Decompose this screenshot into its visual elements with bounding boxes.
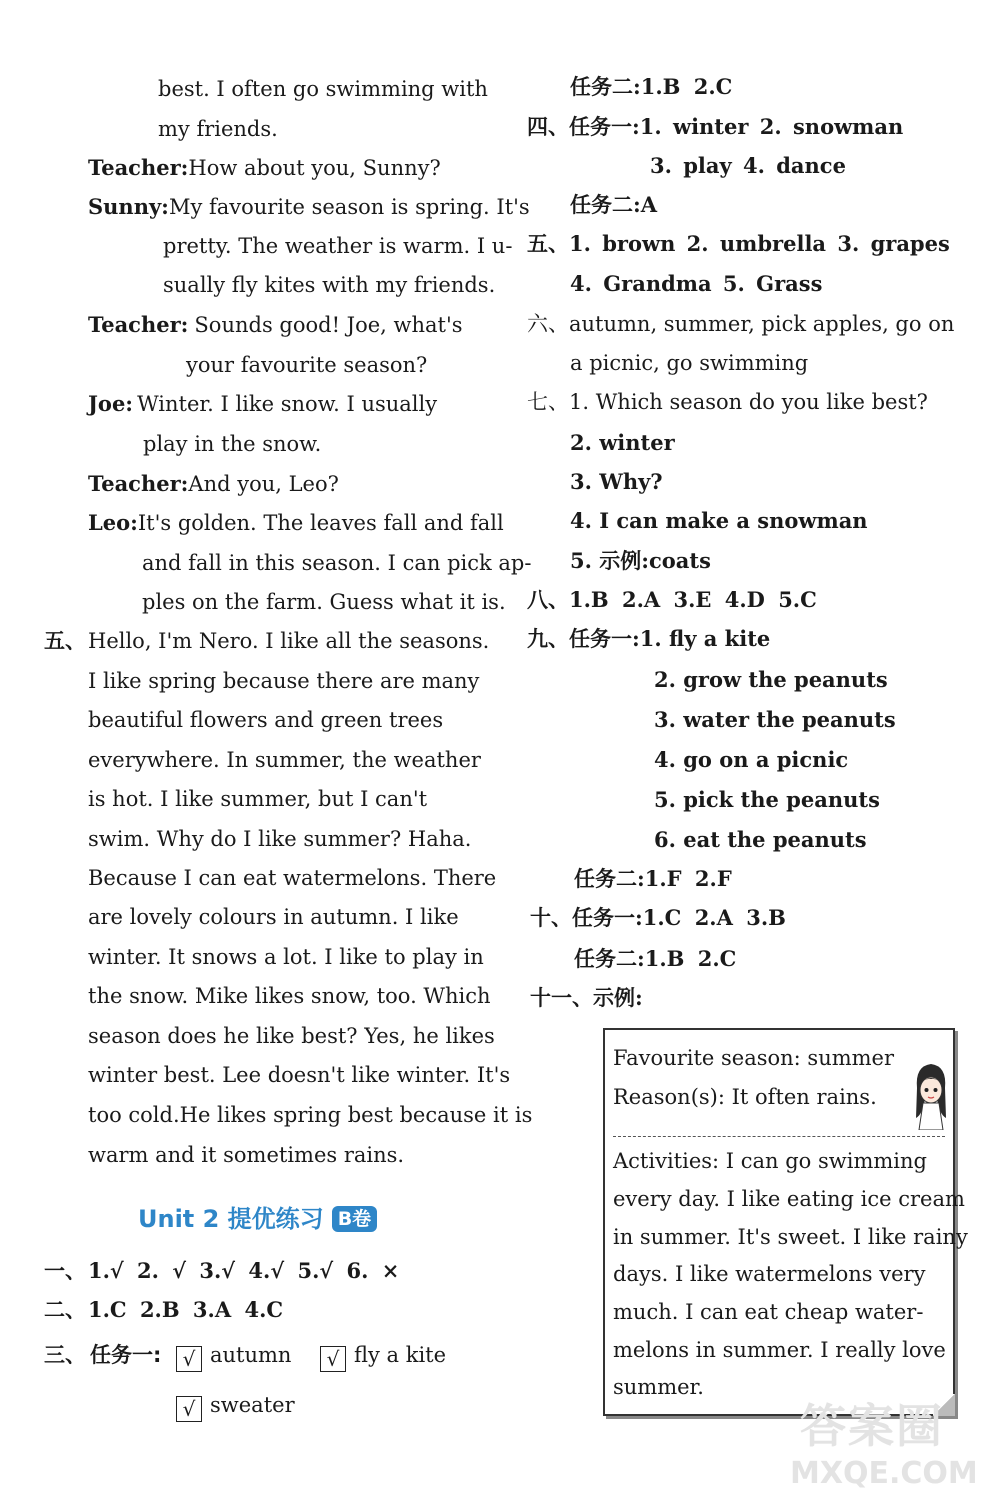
right-answer-line: 十、任务一:1.C 2.A 3.B <box>530 905 786 930</box>
unit-title: Unit 2 提优练习 <box>138 1205 324 1233</box>
right-answer-line: 4. go on a picnic <box>654 747 849 772</box>
right-answer-line: 6. eat the peanuts <box>654 827 867 852</box>
right-answer-line: 2. winter <box>570 430 675 455</box>
left-line-14: ples on the farm. Guess what it is. <box>142 590 506 614</box>
check-item <box>320 1341 446 1372</box>
passage-line: is hot. I like summer, but I can't <box>88 787 428 811</box>
passage-line: beautiful flowers and green trees <box>88 708 444 732</box>
right-answer-line: 4. I can make a snowman <box>570 508 868 533</box>
watermark <box>790 1398 990 1498</box>
passage-line: winter best. Lee doesn't like winter. It's <box>88 1063 511 1087</box>
right-answer-line: 十一、示例: <box>530 985 643 1010</box>
card-line: Activities: I can go swimming <box>613 1149 927 1173</box>
card-line: melons in summer. I really love <box>613 1338 946 1362</box>
left-line-2: my friends. <box>158 117 278 141</box>
dialogue-text: Winter. I like snow. I usually <box>137 392 438 416</box>
check-item-label: fly a kite <box>354 1343 447 1367</box>
right-answer-line: 5. pick the peanuts <box>654 787 880 812</box>
passage-line: swim. Why do I like summer? Haha. <box>88 827 472 851</box>
passage-line: everywhere. In summer, the weather <box>88 748 481 772</box>
passage-line: I like spring because there are many <box>88 669 480 693</box>
right-answer-line: 3. Why? <box>570 469 663 494</box>
section-number-3: 三、 <box>44 1343 86 1367</box>
section-number-1: 一、 <box>44 1259 86 1283</box>
right-answer-line: 任务二:A <box>570 192 658 217</box>
right-answer-line: 九、任务一:1. fly a kite <box>527 626 771 651</box>
dialogue-line <box>88 390 437 418</box>
left-line-5: pretty. The weather is warm. I u- <box>163 234 513 258</box>
speaker-joe: Joe: <box>88 391 134 416</box>
right-answer-line: 四、任务一:1. winter 2. snowman <box>527 114 904 139</box>
check-item <box>176 1341 291 1372</box>
speaker-teacher: Teacher: <box>88 155 189 180</box>
section-number-5: 五、 <box>44 629 86 653</box>
card-divider <box>613 1136 945 1137</box>
passage-line: too cold.He likes spring best because it is <box>88 1103 533 1127</box>
right-answer-line: 任务二:1.B 2.C <box>574 946 737 971</box>
right-answer-line: 任务二:1.B 2.C <box>570 74 733 99</box>
watermark-url: MXQE.COM <box>790 1456 978 1491</box>
right-answer-line: 五、1. brown 2. umbrella 3. grapes <box>527 231 950 256</box>
unit-badge: B卷 <box>332 1206 377 1232</box>
card-line: summer. <box>613 1375 704 1399</box>
check-item-label: autumn <box>210 1343 292 1367</box>
checkbox-check-icon: √ <box>176 1396 202 1422</box>
right-answer-line: 3. water the peanuts <box>654 707 896 732</box>
dialogue-text: My favourite season is spring. It's <box>168 195 530 219</box>
speaker-sunny: Sunny: <box>88 194 169 219</box>
right-answer-line: 六、autumn, summer, pick apples, go on <box>527 312 955 336</box>
passage-line: the snow. Mike likes snow, too. Which <box>88 984 491 1008</box>
sample-writing-card <box>603 1028 968 1416</box>
check-item-label: sweater <box>210 1393 295 1417</box>
watermark-logo-text: 答案圈 <box>800 1399 944 1453</box>
dialogue-text: It's golden. The leaves fall and fall <box>137 511 504 535</box>
card-line: Reason(s): It often rains. <box>613 1085 877 1109</box>
passage-line: are lovely colours in autumn. I like <box>88 905 459 929</box>
speaker-leo: Leo: <box>88 510 138 535</box>
dialogue-text: Sounds good! Joe, what's <box>194 313 463 337</box>
right-answer-line: a picnic, go swimming <box>570 351 809 375</box>
passage-line: Because I can eat watermelons. There <box>88 866 497 890</box>
right-answer-line: 七、1. Which season do you like best? <box>527 390 928 414</box>
checkbox-check-icon: √ <box>320 1346 346 1372</box>
dialogue-line <box>88 470 339 498</box>
card-line: in summer. It's sweet. I like rainy <box>613 1225 968 1249</box>
dialogue-line <box>88 311 463 339</box>
dialogue-line <box>88 154 441 182</box>
task-label: 任务一: <box>90 1343 162 1367</box>
left-line-13: and fall in this season. I can pick ap- <box>142 551 532 575</box>
dialogue-text: And you, Leo? <box>188 472 339 496</box>
right-answer-line: 3. play 4. dance <box>650 153 846 178</box>
right-answer-line: 4. Grandma 5. Grass <box>570 271 823 296</box>
passage-line: warm and it sometimes rains. <box>88 1143 405 1167</box>
passage-line: season does he like best? Yes, he likes <box>88 1024 495 1048</box>
answer-line: 1.C 2.B 3.A 4.C <box>88 1297 284 1322</box>
card-line: every day. I like eating ice cream <box>613 1187 965 1211</box>
passage-line: winter. It snows a lot. I like to play in <box>88 945 484 969</box>
check-item <box>176 1391 295 1422</box>
left-line-6: sually fly kites with my friends. <box>163 273 496 297</box>
speaker-teacher: Teacher: <box>88 471 189 496</box>
card-line: days. I like watermelons very <box>613 1262 926 1286</box>
card-line: Favourite season: summer <box>613 1046 895 1070</box>
answer-line: 1.√ 2. √ 3.√ 4.√ 5.√ 6. × <box>88 1258 400 1283</box>
dialogue-text: How about you, Sunny? <box>188 156 441 180</box>
dialogue-line <box>88 509 504 537</box>
dialogue-line <box>88 193 530 221</box>
girl-illustration-icon <box>913 1058 949 1130</box>
passage-line: Hello, I'm Nero. I like all the seasons. <box>88 629 490 653</box>
speaker-teacher: Teacher: <box>88 312 189 337</box>
left-line-1: best. I often go swimming with <box>158 77 488 101</box>
section-number-2: 二、 <box>44 1298 86 1322</box>
right-answer-line: 八、1.B 2.A 3.E 4.D 5.C <box>527 587 817 612</box>
left-line-8: your favourite season? <box>186 353 428 377</box>
unit-heading <box>138 1203 377 1235</box>
right-answer-line: 2. grow the peanuts <box>654 667 888 692</box>
right-answer-line: 5. 示例:coats <box>570 548 711 573</box>
checkbox-check-icon: √ <box>176 1346 202 1372</box>
card-line: much. I can eat cheap water- <box>613 1300 924 1324</box>
right-answer-line: 任务二:1.F 2.F <box>574 866 732 891</box>
left-line-10: play in the snow. <box>143 432 322 456</box>
